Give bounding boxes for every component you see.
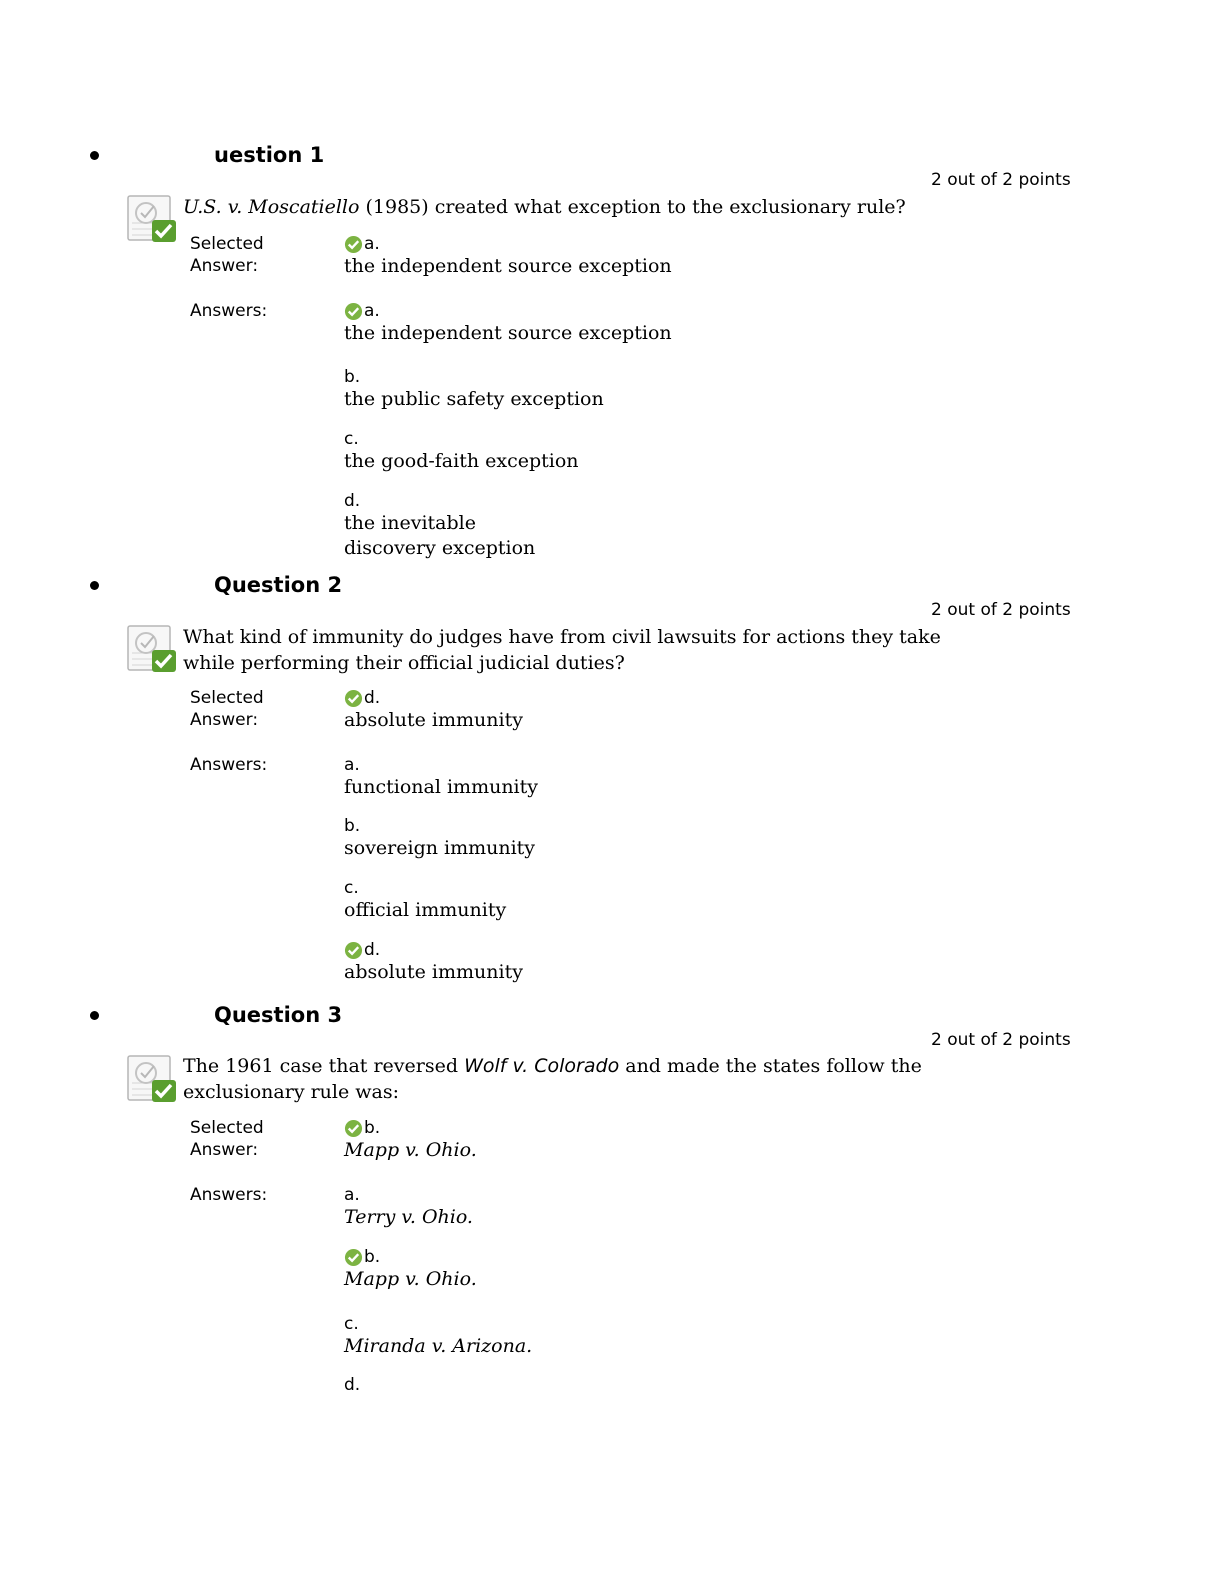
answer-text: the public safety exception	[344, 388, 604, 410]
check-icon	[344, 302, 363, 321]
check-icon	[344, 1119, 363, 1138]
selected-answer-label: Selected Answer:	[190, 234, 264, 276]
correct-question-icon	[126, 193, 178, 245]
answer-letter: a.	[344, 1185, 360, 1205]
answers-label: Answers:	[190, 755, 268, 775]
correct-question-icon	[126, 1053, 178, 1105]
answer-option	[344, 1375, 360, 1395]
answer-letter: c.	[344, 1314, 359, 1334]
answer-option	[344, 816, 535, 861]
answer-text: absolute immunity	[344, 709, 523, 731]
answer-letter: a.	[364, 234, 380, 254]
points-score: 2 out of 2 points	[931, 170, 1071, 190]
answers-label: Answers:	[190, 301, 268, 321]
answer-letter: d.	[364, 688, 381, 708]
question-status-icon	[126, 623, 178, 679]
answer-option	[344, 1247, 477, 1292]
answer-letter: d.	[344, 491, 361, 511]
answer-letter: c.	[344, 878, 359, 898]
question-status-icon	[126, 193, 178, 249]
answer-letter: b.	[364, 1247, 381, 1267]
answer-letter: d.	[364, 940, 381, 960]
answers-label: Answers:	[190, 1185, 268, 1205]
bullet	[90, 581, 99, 590]
selected-answer-label: Selected Answer:	[190, 688, 264, 730]
answer-option	[344, 1314, 532, 1359]
answer-letter: b.	[344, 816, 361, 836]
answer-letter: a.	[344, 755, 360, 775]
points-score: 2 out of 2 points	[931, 600, 1071, 620]
answer-option	[344, 1185, 473, 1230]
points-score: 2 out of 2 points	[931, 1030, 1071, 1050]
check-icon	[344, 689, 363, 708]
selected-answer	[344, 1118, 477, 1163]
question-text-part: Wolf v. Colorado	[464, 1055, 620, 1077]
question-text-part: The 1961 case that reversed	[183, 1055, 465, 1077]
answer-text: Mapp v. Ohio.	[344, 1139, 477, 1161]
bullet	[90, 151, 99, 160]
answer-letter: b.	[344, 367, 361, 387]
answer-text: sovereign immunity	[344, 837, 536, 859]
answer-text: Mapp v. Ohio.	[344, 1268, 477, 1290]
question-text	[183, 194, 983, 220]
answer-option	[344, 755, 538, 800]
answer-letter: d.	[344, 1375, 361, 1395]
answer-letter: c.	[344, 429, 359, 449]
answer-text: Miranda v. Arizona.	[344, 1335, 533, 1357]
check-icon	[344, 1248, 363, 1267]
check-icon	[344, 235, 363, 254]
answer-letter: a.	[364, 301, 380, 321]
question-title: Question 2	[214, 573, 343, 597]
answer-text: the good-faith exception	[344, 450, 579, 472]
answer-text: the independent source exception	[344, 255, 672, 277]
answer-option	[344, 940, 523, 985]
selected-answer	[344, 688, 523, 733]
question-status-icon	[126, 1053, 178, 1109]
answer-text: Terry v. Ohio.	[344, 1206, 473, 1228]
question-text-part: What kind of immunity do judges have from civil lawsuits for actions they take while performing their official judicial duties?	[183, 626, 941, 674]
selected-answer-label: Selected Answer:	[190, 1118, 264, 1160]
bullet	[90, 1011, 99, 1020]
answer-option	[344, 491, 559, 561]
question-text-part: U.S. v. Moscatiello	[183, 196, 360, 218]
answer-text: the independent source exception	[344, 322, 672, 344]
answer-option	[344, 878, 506, 923]
answer-option	[344, 429, 579, 474]
check-icon	[344, 941, 363, 960]
question-text-part: (1985) created what exception to the exclusionary rule?	[359, 196, 906, 218]
answer-text: official immunity	[344, 899, 507, 921]
question-text	[183, 1053, 1033, 1105]
answer-text: the inevitable discovery exception	[344, 512, 536, 559]
question-title: Question 3	[214, 1003, 343, 1027]
answer-text: absolute immunity	[344, 961, 523, 983]
answer-letter: b.	[364, 1118, 381, 1138]
answer-option	[344, 367, 604, 412]
question-title: uestion 1	[214, 143, 325, 167]
selected-answer	[344, 234, 672, 279]
answer-text: functional immunity	[344, 776, 539, 798]
question-text	[183, 624, 943, 676]
question-text-part: and made the states follow the exclusionary rule was:	[183, 1055, 922, 1103]
correct-question-icon	[126, 623, 178, 675]
answer-option	[344, 301, 672, 346]
